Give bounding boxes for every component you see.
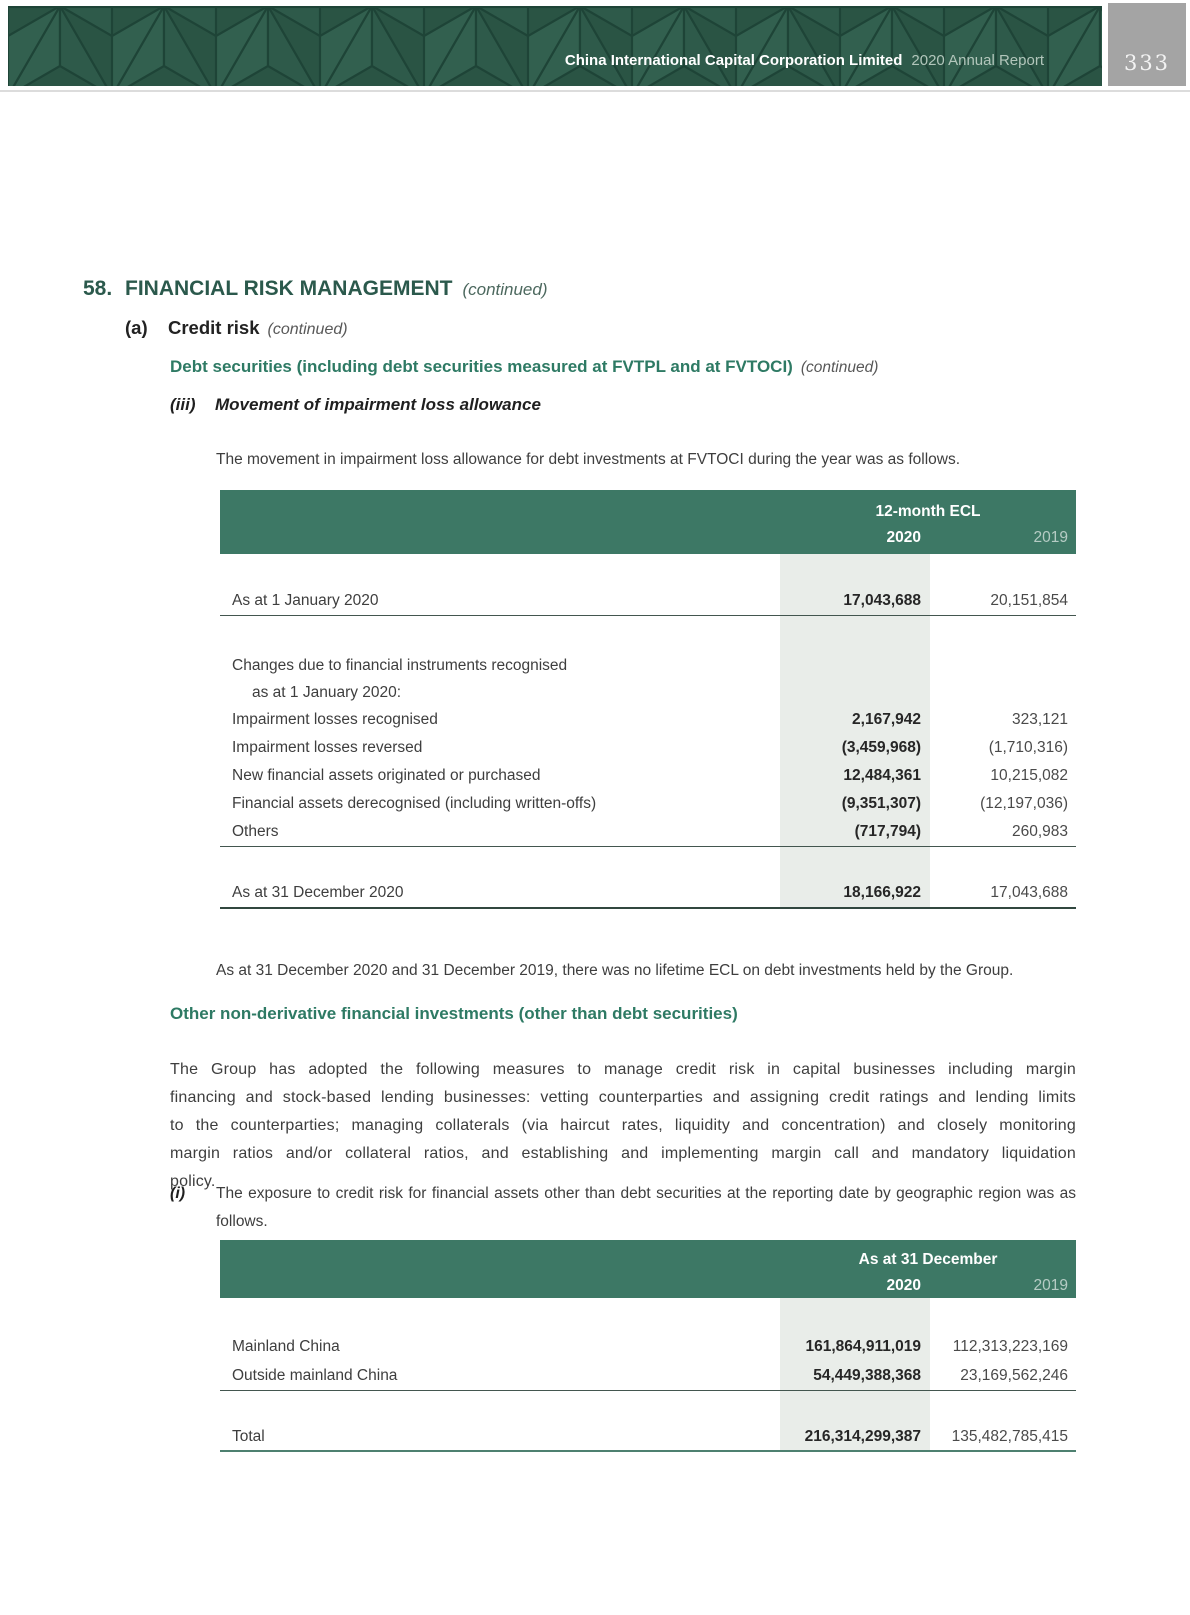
value-2019: 112,313,223,169	[952, 1338, 1068, 1355]
row-label: as at 1 January 2020:	[252, 683, 402, 701]
value-2020	[780, 1391, 930, 1423]
value-2020	[780, 847, 930, 879]
debt-securities-title: Debt securities (including debt securities measured at FVTPL and at FVTOCI)	[170, 357, 793, 376]
column-group-header: 12-month ECL	[875, 503, 981, 520]
row-label: Outside mainland China	[232, 1367, 398, 1384]
item-i-block	[170, 1180, 1076, 1236]
company-name: China International Capital Corporation Limited	[564, 52, 903, 69]
subsection-heading	[125, 316, 348, 342]
table-row	[220, 1332, 1076, 1362]
row-label: As at 1 January 2020	[232, 591, 379, 609]
header-divider	[0, 90, 1190, 92]
row-label: New financial assets originated or purchased	[232, 767, 541, 784]
section-heading	[83, 274, 548, 305]
body-paragraph: The Group has adopted the following measures to manage credit risk in capital businesses including margin financing and stock-based lending businesses: vetting counterparties and assigning credit ratings and lending limits to the counterparties; managing collaterals (via haircut rates, liquidity and concentration) and closely monitoring margin ratios and/or collateral ratios, and establishing and implementing margin call and mandatory liquidation policy.	[170, 1061, 1076, 1190]
value-2019: 323,121	[1011, 711, 1068, 728]
debt-securities-heading	[170, 356, 878, 379]
column-header-2020: 2020	[886, 529, 921, 546]
asanoha-pattern-icon	[8, 6, 1102, 86]
item-i-label: (i)	[170, 1185, 186, 1202]
value-2020	[780, 554, 930, 586]
value-2019: 20,151,854	[990, 591, 1068, 609]
intro-paragraph: The movement in impairment loss allowance for debt investments at FVTOCI during the year was as follows.	[216, 450, 961, 468]
table-spacer-row	[220, 847, 1076, 879]
item-i-text: The exposure to credit risk for financial assets other than debt securities at the reporting date by geographic region was as follows.	[216, 1185, 1076, 1230]
table-row	[220, 818, 1076, 847]
table-row	[220, 1362, 1076, 1391]
continued-note: (continued)	[462, 280, 548, 299]
section-number: 58.	[83, 277, 113, 300]
item-iii-heading	[170, 394, 541, 416]
subsection-label: (a)	[125, 317, 148, 338]
table-row	[220, 679, 1076, 706]
table-header	[220, 1240, 1076, 1298]
table-spacer-row	[220, 1298, 1076, 1332]
column-header-2020: 2020	[886, 1277, 921, 1294]
column-header-2019: 2019	[1033, 529, 1068, 546]
value-2020	[780, 1298, 930, 1332]
geographic-exposure-table	[220, 1240, 1076, 1452]
value-2019: 260,983	[1011, 823, 1068, 840]
page-number: 333	[1123, 51, 1171, 75]
value-2020: 54,449,388,368	[780, 1362, 930, 1390]
value-2019: 23,169,562,246	[960, 1367, 1068, 1384]
table-row	[220, 652, 1076, 679]
header-banner	[8, 6, 1102, 86]
table-body	[220, 1298, 1076, 1452]
row-label: Total	[232, 1427, 265, 1445]
value-2020: 18,166,922	[780, 879, 930, 907]
value-2020: 216,314,299,387	[780, 1423, 930, 1450]
value-2020: 161,864,911,019	[780, 1332, 930, 1362]
value-2020: (9,351,307)	[780, 790, 930, 818]
row-label: Impairment losses reversed	[232, 739, 423, 756]
report-title: 2020 Annual Report	[911, 52, 1044, 69]
section-title: FINANCIAL RISK MANAGEMENT	[125, 277, 453, 300]
table-row	[220, 586, 1076, 616]
table-row	[220, 734, 1076, 762]
row-label: Mainland China	[232, 1338, 340, 1355]
row-label: Financial assets derecognised (including written-offs)	[232, 795, 597, 812]
table-body	[220, 554, 1076, 909]
value-2020: 17,043,688	[780, 586, 930, 615]
table-row	[220, 1423, 1076, 1452]
table-spacer-row	[220, 1391, 1076, 1423]
other-investments-heading: Other non-derivative financial investments (other than debt securities)	[170, 1004, 738, 1023]
value-2020	[780, 652, 930, 679]
value-2019: 10,215,082	[990, 767, 1068, 784]
row-label: Changes due to financial instruments recognised	[232, 656, 568, 674]
item-iii-title: Movement of impairment loss allowance	[215, 395, 541, 414]
item-iii-label: (iii)	[170, 395, 196, 414]
page-number-box	[1108, 3, 1186, 86]
table-row	[220, 762, 1076, 790]
value-2019: (1,710,316)	[988, 739, 1068, 756]
value-2019: 135,482,785,415	[951, 1427, 1068, 1445]
continued-note: (continued)	[267, 321, 348, 338]
value-2020: 2,167,942	[780, 706, 930, 734]
continued-note: (continued)	[800, 359, 879, 376]
value-2019: 17,043,688	[990, 884, 1068, 901]
table-row	[220, 879, 1076, 909]
note-paragraph: As at 31 December 2020 and 31 December 2019, there was no lifetime ECL on debt investments held by the Group.	[216, 961, 1014, 979]
table-row	[220, 790, 1076, 818]
value-2019: (12,197,036)	[980, 795, 1068, 812]
value-2020: (3,459,968)	[780, 734, 930, 762]
value-2020: (717,794)	[780, 818, 930, 846]
row-label: As at 31 December 2020	[232, 884, 404, 901]
value-2020	[780, 679, 930, 706]
banner-title	[565, 52, 1044, 70]
table-row	[220, 706, 1076, 734]
table-header	[220, 490, 1076, 554]
row-label: Impairment losses recognised	[232, 711, 438, 728]
table-spacer-row	[220, 554, 1076, 586]
value-2020: 12,484,361	[780, 762, 930, 790]
impairment-movement-table	[220, 490, 1076, 909]
row-label: Others	[232, 823, 279, 840]
column-group-header: As at 31 December	[858, 1251, 998, 1268]
subsection-title: Credit risk	[168, 317, 260, 338]
value-2020	[780, 616, 930, 652]
table-spacer-row	[220, 616, 1076, 652]
column-header-2019: 2019	[1033, 1277, 1068, 1294]
